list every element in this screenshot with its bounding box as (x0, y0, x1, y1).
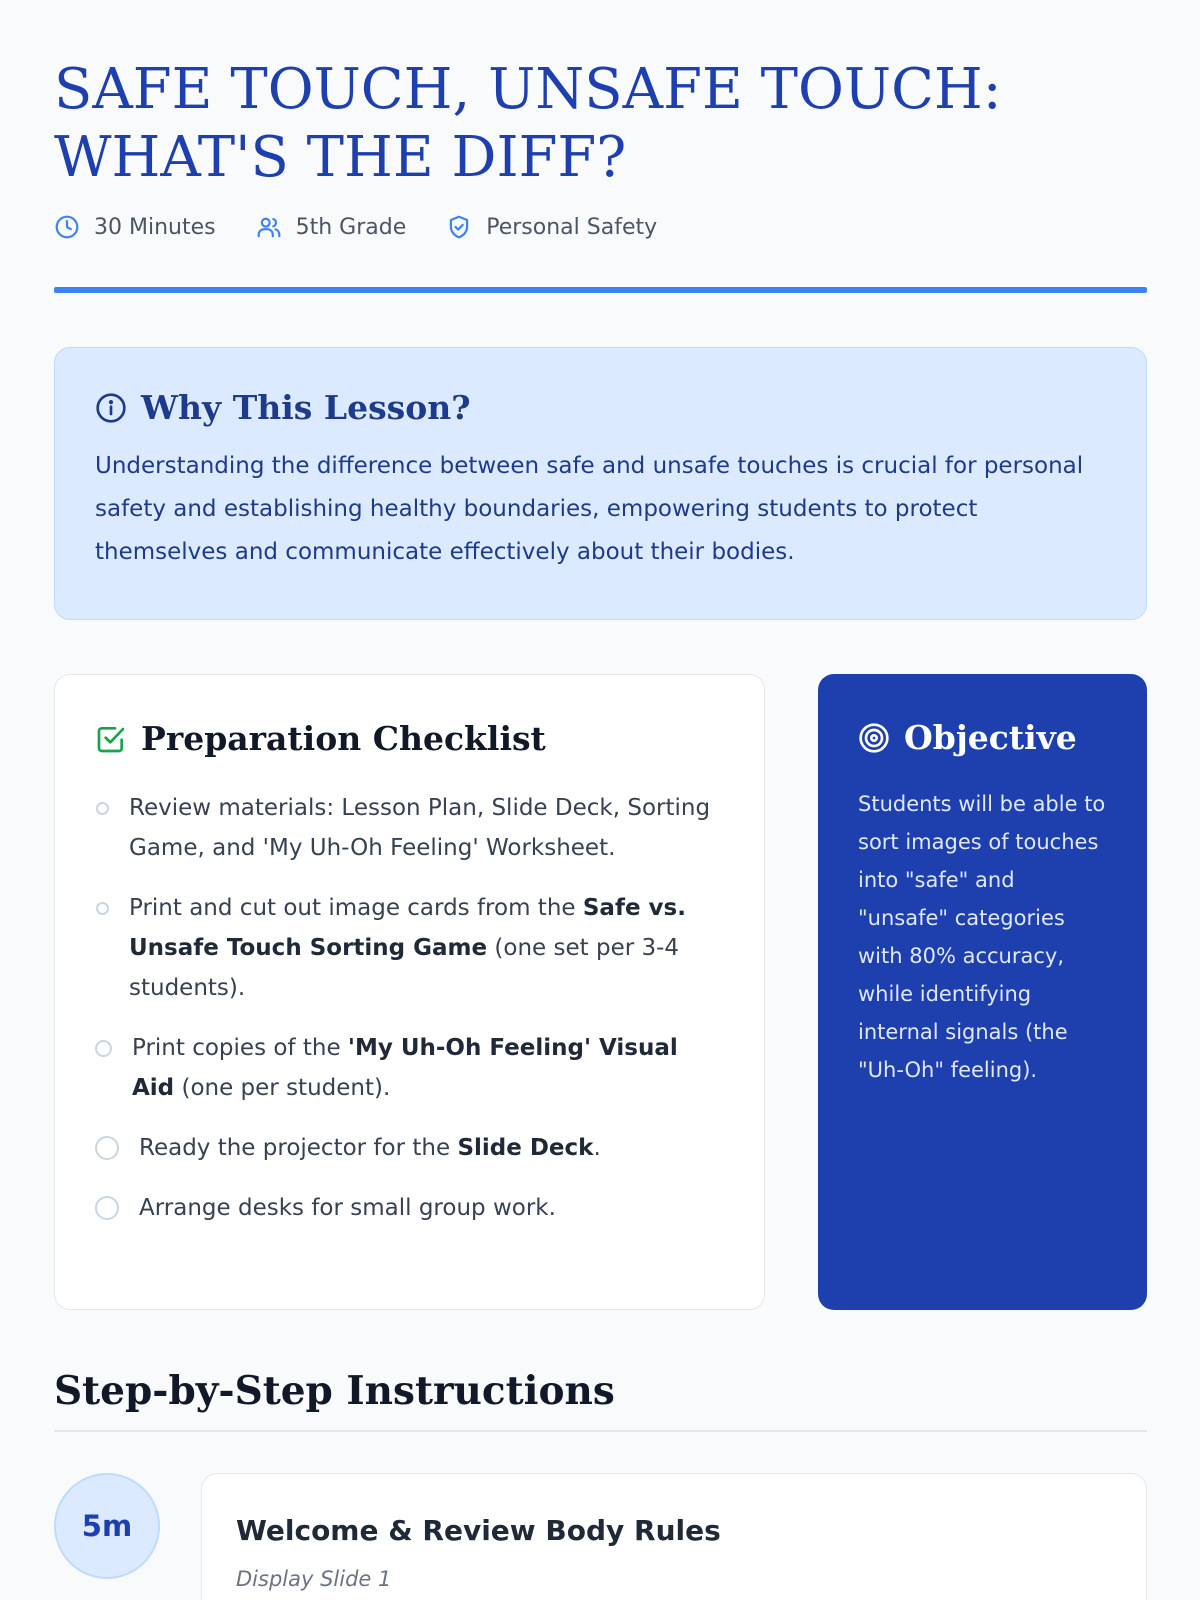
shield-check-icon (446, 214, 472, 240)
checklist-item-text: Arrange desks for small group work. (139, 1195, 556, 1221)
check-square-icon (95, 723, 127, 755)
checklist-item[interactable] (95, 888, 724, 1008)
checkbox[interactable] (95, 1136, 119, 1160)
why-header (95, 388, 1106, 427)
meta-grade-label: 5th Grade (295, 214, 407, 240)
checkbox[interactable] (95, 1040, 112, 1057)
checklist (95, 788, 724, 1228)
checklist-item[interactable] (95, 1128, 724, 1168)
preparation-checklist-card (54, 674, 765, 1310)
objective-text: Students will be able to sort images of touches into "safe" and "unsafe" categories with 80% accuracy, while identifying internal signals (the "Uh-Oh" feeling). (858, 792, 1106, 1082)
checklist-item-text: Review materials: Lesson Plan, Slide Deck, Sorting Game, and 'My Uh-Oh Feeling' Worksheet. (129, 795, 711, 861)
objective-title: Objective (904, 718, 1077, 757)
objective-card (818, 674, 1147, 1310)
target-icon (858, 722, 890, 754)
meta-topic (446, 214, 657, 240)
page-title: SAFE TOUCH, UNSAFE TOUCH: WHAT'S THE DIFF? (54, 57, 1002, 190)
checklist-item[interactable] (95, 788, 724, 868)
step-duration-badge: 5m (54, 1473, 160, 1579)
meta-grade (256, 214, 407, 240)
steps-divider (54, 1430, 1147, 1432)
step-title: Welcome & Review Body Rules (236, 1514, 721, 1547)
checklist-title: Preparation Checklist (141, 719, 546, 758)
checkbox[interactable] (96, 802, 109, 815)
lesson-meta (54, 214, 657, 240)
step-card (201, 1473, 1147, 1600)
checklist-item[interactable] (95, 1028, 724, 1108)
checklist-item[interactable] (95, 1188, 724, 1228)
checkbox[interactable] (95, 1196, 119, 1220)
why-text: Understanding the difference between safe and unsafe touches is crucial for personal safety and establishing healthy boundaries, empowering students to protect themselves and communicate effectively about their bodies. (95, 453, 1084, 565)
clock-icon (54, 214, 80, 240)
meta-duration (54, 214, 216, 240)
users-icon (256, 214, 282, 240)
objective-header (858, 718, 1107, 757)
checkbox[interactable] (96, 902, 109, 915)
steps-heading: Step-by-Step Instructions (54, 1368, 615, 1414)
why-title: Why This Lesson? (141, 388, 471, 427)
info-icon (95, 392, 127, 424)
step-subtitle: Display Slide 1 (236, 1567, 392, 1591)
meta-duration-label: 30 Minutes (94, 214, 216, 240)
checklist-header (95, 719, 724, 758)
meta-topic-label: Personal Safety (486, 214, 658, 240)
checklist-item-text: Print copies of the 'My Uh-Oh Feeling' Visual Aid (one per student). (132, 1035, 678, 1101)
header-divider (54, 287, 1147, 293)
why-this-lesson-card (54, 347, 1147, 620)
checklist-item-text: Print and cut out image cards from the Safe vs. Unsafe Touch Sorting Game (one set per 3-4 students). (129, 895, 686, 1001)
checklist-item-text: Ready the projector for the Slide Deck. (139, 1135, 601, 1161)
